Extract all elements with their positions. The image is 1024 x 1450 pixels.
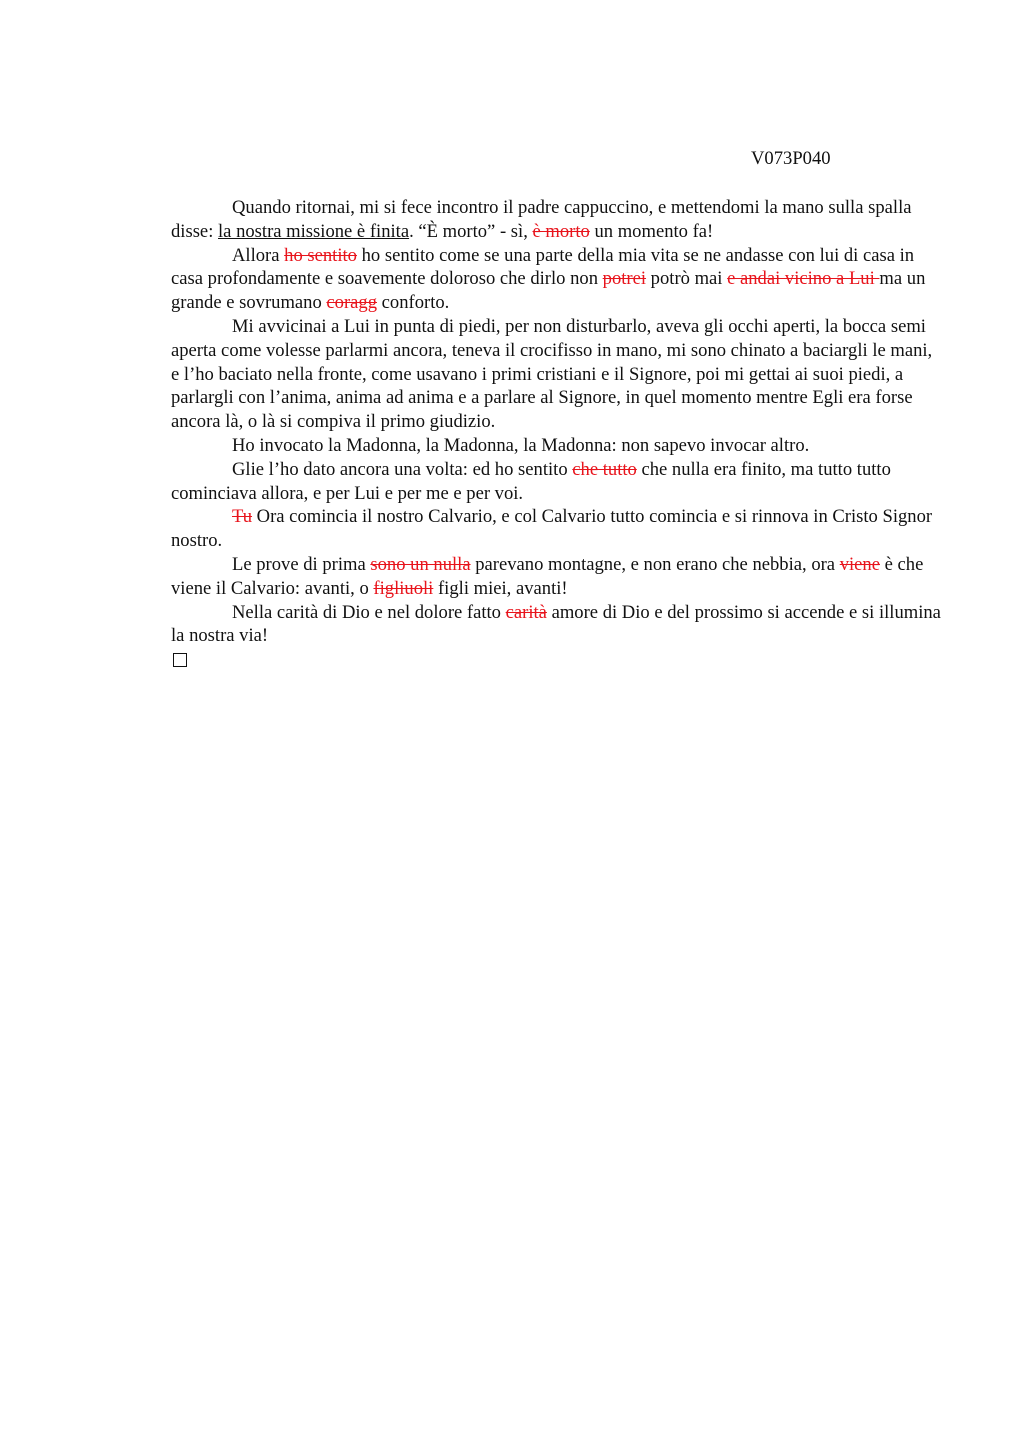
deleted-text: Tu (232, 506, 253, 528)
paragraph (171, 315, 941, 434)
paragraph (171, 434, 941, 458)
text-run: Ora comincia il nostro Calvario, e col Calvario tutto comincia e si rinnova in Cristo Signor nostro. (171, 506, 933, 552)
deleted-text: viene (839, 553, 880, 575)
document-body (171, 196, 941, 674)
text-run: è che viene il Calvario: avanti, o (171, 553, 924, 599)
underlined-text: la nostra missione è finita (218, 220, 410, 242)
text-run: Quando ritornai, mi si fece incontro il padre cappuccino, e mettendomi la mano sulla spalla disse: (171, 197, 912, 242)
empty-square-icon (173, 653, 187, 667)
text-run: figli miei, avanti! (433, 577, 568, 599)
paragraph (171, 196, 941, 244)
deleted-text: figliuoli (373, 577, 434, 599)
text-run: che nulla era finito, ma tutto tutto cominciava allora, e per Lui e per me e per voi. (171, 458, 891, 504)
text-run: Glie l’ho dato ancora una volta: ed ho sentito (232, 458, 573, 480)
paragraph (171, 505, 941, 553)
text-run: conforto. (377, 292, 450, 314)
text-run: ma un grande e sovrumano (171, 268, 926, 314)
deleted-text: è morto (532, 220, 590, 242)
text-run: parevano montagne, e non erano che nebbia, ora (470, 553, 840, 575)
deleted-text: coragg (326, 292, 378, 314)
text-run: . “È morto” - sì, (409, 220, 533, 242)
text-run: Nella carità di Dio e nel dolore fatto (232, 601, 506, 623)
text-run: ho sentito come se una parte della mia vita se ne andasse con lui di casa in casa profondamente e soavemente doloroso che dirlo non (171, 244, 915, 290)
deleted-text: potrei (602, 268, 647, 290)
paragraph (171, 458, 941, 506)
text-run: Ho invocato la Madonna, la Madonna, la Madonna: non sapevo invocar altro. (232, 434, 810, 456)
text-run: Le prove di prima (232, 553, 371, 575)
paragraph (171, 244, 941, 315)
deleted-text: che tutto (572, 458, 637, 480)
text-run: Allora (232, 244, 285, 266)
deleted-text: e andai vicino a Lui (727, 268, 880, 290)
text-run: un momento fa! (589, 220, 714, 242)
end-marker-row (171, 648, 941, 674)
deleted-text: sono un nulla (370, 553, 471, 575)
text-run: potrò mai (646, 268, 728, 290)
paragraph-list (171, 196, 941, 648)
text-run: amore di Dio e del prossimo si accende e si illumina la nostra via! (171, 601, 941, 647)
deleted-text: carità (505, 601, 547, 623)
paragraph (171, 601, 941, 649)
deleted-text: ho sentito (284, 244, 357, 266)
document-id: V073P040 (751, 148, 831, 169)
paragraph (171, 553, 941, 601)
text-run: Mi avvicinai a Lui in punta di piedi, per non disturbarlo, aveva gli occhi aperti, la bocca semi aperta come volesse parlarmi ancora, teneva il crocifisso in mano, mi sono chinato a baciargli le mani, e l’ho baciato nella fronte, come usavano i primi cristiani e il Signore, poi mi gettai ai suoi piedi, a parlargli con l’anima, anima ad anima e a parlare al Signore, in quel momento mentre Egli era forse ancora là, o là si compiva il primo giudizio. (171, 315, 933, 433)
